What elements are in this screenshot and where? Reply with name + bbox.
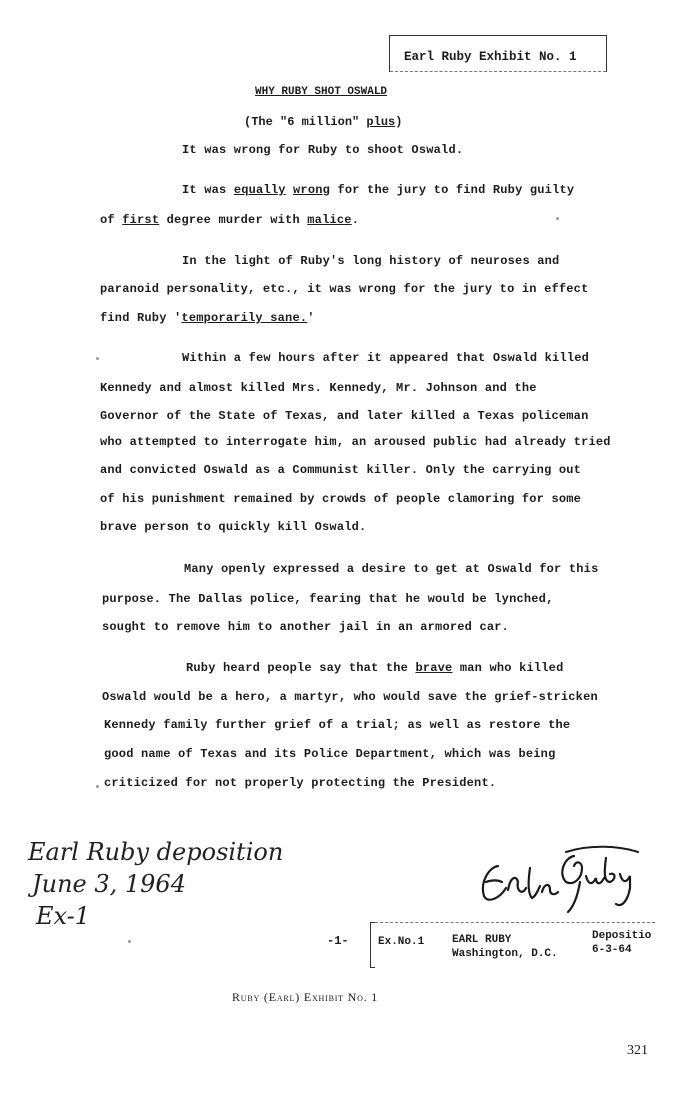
- paragraph-3-line-2: paranoid personality, etc., it was wrong for the jury to in effect: [100, 282, 589, 296]
- p6-text-c: man who killed: [452, 661, 564, 675]
- p3-text-a: find Ruby ': [100, 311, 182, 325]
- paragraph-6-line-3: Kennedy family further grief of a trial; as well as restore the: [104, 718, 571, 732]
- signature: [470, 838, 650, 918]
- paragraph-3-line-1: In the light of Ruby's long history of neuroses and: [182, 254, 560, 268]
- paragraph-1-line-1: It was wrong for Ruby to shoot Oswald.: [182, 143, 464, 157]
- exhibit-box-dashed-edge: [390, 71, 606, 72]
- paragraph-2-line-1: [182, 183, 574, 197]
- signature-drawing: [470, 838, 650, 918]
- p2-underlined-first: first: [122, 213, 160, 227]
- paragraph-6-line-4: good name of Texas and its Police Department, which was being: [104, 747, 556, 761]
- paragraph-2-line-2: [100, 213, 359, 227]
- deposition-stamp: [370, 920, 670, 970]
- p2-text-period: .: [351, 213, 360, 227]
- paragraph-6-line-1: [186, 661, 563, 675]
- stamp-bracket: [370, 922, 375, 968]
- paragraph-5-line-3: sought to remove him to another jail in an armored car.: [102, 620, 510, 634]
- p6-underlined-brave: brave: [415, 661, 453, 675]
- paragraph-3-line-3: [100, 311, 315, 325]
- document-subtitle: [244, 115, 402, 129]
- subtitle-pre: (The "6 million": [244, 115, 367, 129]
- p2-text-c: [286, 183, 293, 197]
- stamp-exhibit-number: Ex.No.1: [378, 936, 425, 948]
- p3-underlined-temporarily-sane: temporarily sane.: [181, 311, 308, 325]
- paragraph-4-line-5: and convicted Oswald as a Communist killer. Only the carrying out: [100, 463, 582, 477]
- scan-speck: [128, 940, 131, 943]
- subtitle-post: ): [395, 115, 403, 129]
- scan-speck: [96, 357, 99, 360]
- stamp-name: EARL RUBY: [452, 934, 512, 946]
- page-number: 321: [627, 1043, 648, 1058]
- exhibit-label-box: [389, 35, 607, 72]
- document-title: WHY RUBY SHOT OSWALD: [255, 86, 388, 98]
- paragraph-4-line-2: Kennedy and almost killed Mrs. Kennedy, Mr. Johnson and the: [100, 381, 537, 395]
- paragraph-5-line-1: Many openly expressed a desire to get at Oswald for this: [184, 562, 599, 576]
- exhibit-caption: Ruby (Earl) Exhibit No. 1: [232, 990, 379, 1004]
- paragraph-4-line-6: of his punishment remained by crowds of people clamoring for some: [100, 492, 582, 506]
- paragraph-4-line-1: Within a few hours after it appeared that Oswald killed: [182, 351, 590, 365]
- paragraph-4-line-4: who attempted to interrogate him, an aroused public had already tried: [100, 435, 611, 449]
- paragraph-5-line-2: purpose. The Dallas police, fearing that he would be lynched,: [102, 592, 554, 606]
- handwritten-note-line-2: June 3, 1964: [32, 870, 186, 898]
- paragraph-6-line-2: Oswald would be a hero, a martyr, who would save the grief-stricken: [102, 690, 598, 704]
- scan-speck: [556, 217, 559, 220]
- page-marker: -1-: [327, 934, 349, 948]
- p2-text-e: for the jury to find Ruby guilty: [330, 183, 575, 197]
- p3-text-c: ': [307, 311, 315, 325]
- stamp-top-dashed-line: [370, 922, 655, 923]
- p2-underlined-malice: malice: [307, 213, 352, 227]
- scan-speck: [96, 785, 99, 788]
- paragraph-4-line-7: brave person to quickly kill Oswald.: [100, 520, 367, 534]
- p2-text-a: It was: [182, 183, 234, 197]
- handwritten-note-line-1: Earl Ruby deposition: [28, 838, 284, 866]
- handwritten-note-line-3: Ex-1: [36, 902, 91, 930]
- p6-text-a: Ruby heard people say that the: [186, 661, 416, 675]
- exhibit-label: Earl Ruby Exhibit No. 1: [404, 50, 577, 64]
- stamp-date: 6-3-64: [592, 944, 632, 956]
- p2-underlined-wrong: wrong: [293, 183, 331, 197]
- paragraph-4-line-3: Governor of the State of Texas, and later killed a Texas policeman: [100, 409, 589, 423]
- paragraph-6-line-5: criticized for not properly protecting the President.: [104, 776, 497, 790]
- p2-underlined-equally: equally: [233, 183, 286, 197]
- subtitle-plus: plus: [366, 115, 396, 129]
- stamp-place: Washington, D.C.: [452, 948, 558, 960]
- p2-text-of: of: [100, 213, 123, 227]
- stamp-deposition-label: Depositio: [592, 930, 652, 942]
- p2-text-degree: degree murder with: [159, 213, 308, 227]
